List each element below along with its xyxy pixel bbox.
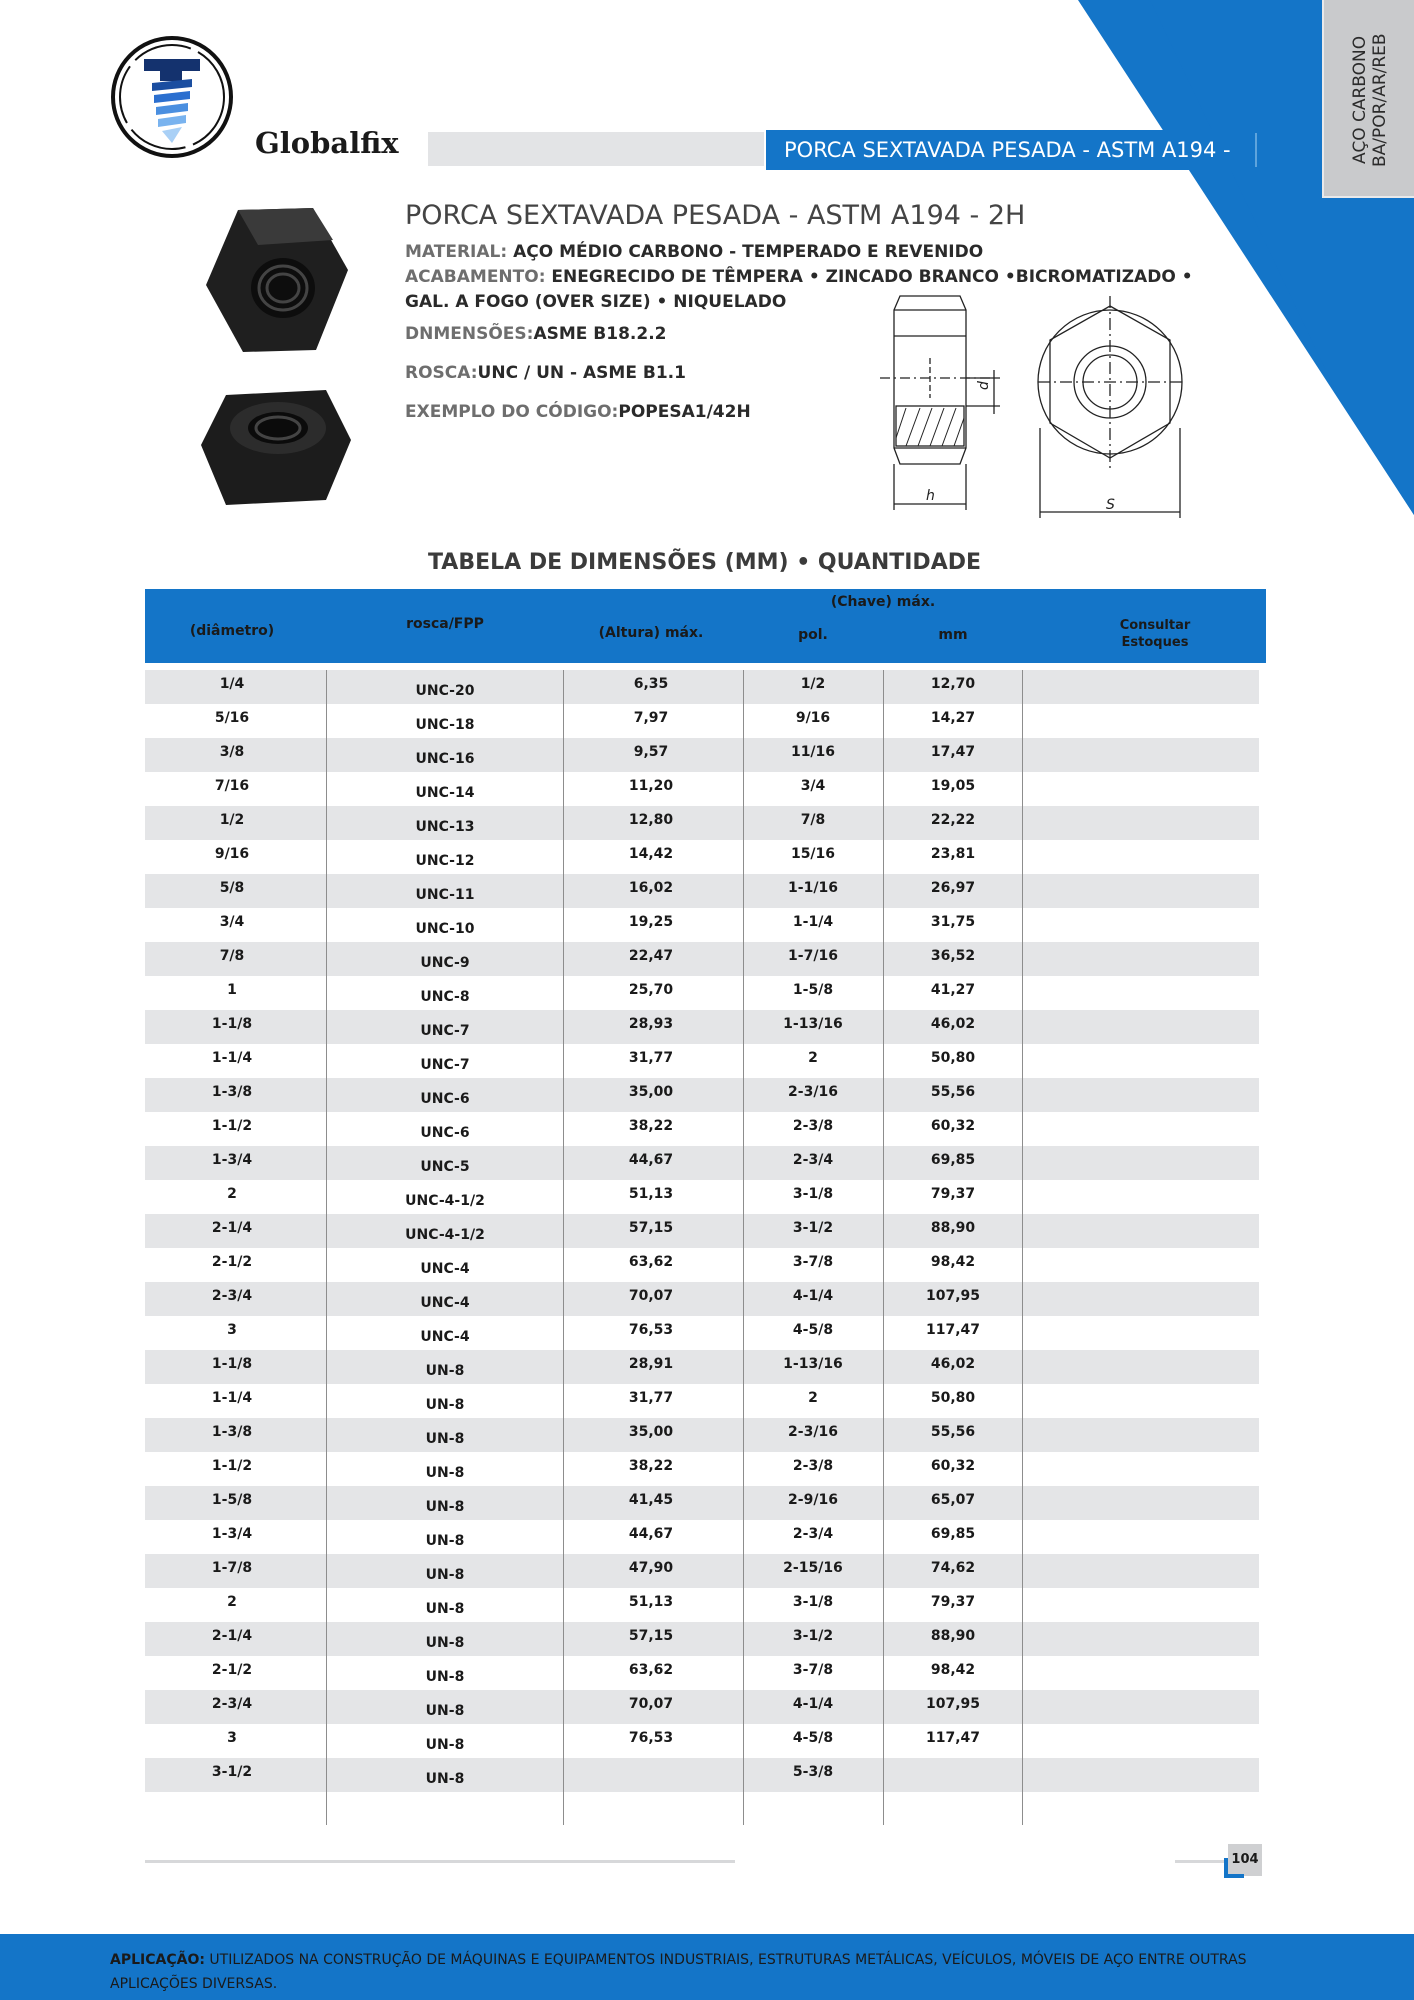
cell-chave-pol: 3/4 — [800, 778, 826, 794]
cell-chave-mm: 46,02 — [930, 1356, 976, 1372]
header-chave: (Chave) máx. — [830, 594, 936, 610]
cell-rosca: UN-8 — [425, 1465, 465, 1481]
cell-diametro: 1-1/8 — [211, 1016, 253, 1032]
cell-rosca: UNC-8 — [420, 989, 470, 1005]
cell-chave-mm: 74,62 — [930, 1560, 976, 1576]
table-row — [145, 1214, 1259, 1248]
cell-rosca: UNC-14 — [415, 785, 475, 801]
header-banner-title: PORCA SEXTAVADA PESADA - ASTM A194 - 2H — [766, 130, 1256, 170]
cell-altura: 76,53 — [628, 1322, 674, 1338]
cell-diametro: 5/16 — [214, 710, 250, 726]
spec-material — [405, 240, 983, 265]
cell-chave-pol: 2-3/8 — [792, 1118, 834, 1134]
table-row — [145, 1452, 1259, 1486]
cell-altura: 9,57 — [633, 744, 669, 760]
cell-altura: 28,91 — [628, 1356, 674, 1372]
table-body — [145, 670, 1259, 1826]
cell-altura: 35,00 — [628, 1084, 674, 1100]
table-row — [145, 1180, 1259, 1214]
cell-diametro: 2 — [227, 1594, 237, 1610]
cell-altura: 6,35 — [633, 676, 669, 692]
cell-altura: 35,00 — [628, 1424, 674, 1440]
cell-altura: 47,90 — [628, 1560, 674, 1576]
spec-rosca-value: UNC / UN - ASME B1.1 — [477, 363, 686, 383]
cell-altura: 22,47 — [628, 948, 674, 964]
table-row — [145, 840, 1259, 874]
cell-altura: 31,77 — [628, 1390, 674, 1406]
header-altura: (Altura) máx. — [598, 625, 704, 641]
page-number-corner — [1224, 1874, 1244, 1878]
cell-diametro: 1-1/8 — [211, 1356, 253, 1372]
cell-rosca: UNC-7 — [420, 1057, 470, 1073]
cell-diametro: 1-5/8 — [211, 1492, 253, 1508]
footer-label: APLICAÇÃO: — [110, 1952, 205, 1968]
cell-chave-mm: 36,52 — [930, 948, 976, 964]
cell-chave-pol: 3-1/8 — [792, 1594, 834, 1610]
header-diametro: (diâmetro) — [189, 623, 275, 639]
cell-rosca: UNC-7 — [420, 1023, 470, 1039]
header-consultar: Consultar Estoques — [1119, 618, 1191, 650]
cell-diametro: 1-3/8 — [211, 1424, 253, 1440]
cell-altura: 25,70 — [628, 982, 674, 998]
header-mm: mm — [938, 627, 968, 643]
table-col-divider — [743, 670, 744, 1825]
cell-chave-mm: 55,56 — [930, 1084, 976, 1100]
spec-acabamento-label: ACABAMENTO: — [405, 267, 546, 287]
cell-chave-pol: 4-5/8 — [792, 1730, 834, 1746]
cell-altura: 28,93 — [628, 1016, 674, 1032]
cell-diametro: 5/8 — [219, 880, 245, 896]
cell-rosca: UN-8 — [425, 1567, 465, 1583]
cell-diametro: 3 — [227, 1730, 237, 1746]
cell-chave-pol: 1-7/16 — [788, 948, 838, 964]
cell-chave-mm: 88,90 — [930, 1220, 976, 1236]
table-header — [145, 589, 1266, 663]
cell-chave-pol: 2 — [808, 1390, 818, 1406]
cell-altura: 57,15 — [628, 1628, 674, 1644]
table-row — [145, 1112, 1259, 1146]
cell-chave-pol: 11/16 — [790, 744, 836, 760]
cell-rosca: UN-8 — [425, 1669, 465, 1685]
table-row — [145, 1656, 1259, 1690]
cell-chave-pol: 1-13/16 — [783, 1356, 843, 1372]
cell-diametro: 3 — [227, 1322, 237, 1338]
cell-chave-pol: 4-1/4 — [792, 1288, 834, 1304]
table-row — [145, 738, 1259, 772]
cell-rosca: UNC-4 — [420, 1295, 470, 1311]
cell-chave-mm: 60,32 — [930, 1118, 976, 1134]
spec-acabamento-value: ENEGRECIDO DE TÊMPERA • ZINCADO BRANCO •BICROMATIZADO • — [545, 267, 1193, 287]
cell-rosca: UNC-4 — [420, 1329, 470, 1345]
cell-rosca: UNC-6 — [420, 1125, 470, 1141]
cell-diametro: 1-7/8 — [211, 1560, 253, 1576]
cell-chave-mm: 26,97 — [930, 880, 976, 896]
cell-chave-pol: 2-3/16 — [788, 1084, 838, 1100]
spec-material-label: MATERIAL: — [405, 242, 508, 262]
category-side-tab-label: AÇO CARBONO BA/POR/AR/REB — [1350, 33, 1390, 167]
cell-chave-pol: 3-1/2 — [792, 1220, 834, 1236]
cell-diametro: 7/16 — [214, 778, 250, 794]
cell-diametro: 1 — [227, 982, 237, 998]
table-row — [145, 1248, 1259, 1282]
spec-dimensoes-value: ASME B18.2.2 — [533, 324, 667, 344]
footer-rule-left — [145, 1860, 735, 1863]
table-row — [145, 1384, 1259, 1418]
cell-diametro: 2-3/4 — [211, 1288, 253, 1304]
globalfix-logo — [110, 35, 234, 159]
cell-chave-mm: 12,70 — [930, 676, 976, 692]
cell-rosca: UNC-20 — [415, 683, 475, 699]
cell-chave-pol: 9/16 — [795, 710, 831, 726]
table-row — [145, 772, 1259, 806]
cell-chave-pol: 2-15/16 — [783, 1560, 843, 1576]
cell-altura: 57,15 — [628, 1220, 674, 1236]
cell-rosca: UNC-4 — [420, 1261, 470, 1277]
header-pol: pol. — [798, 627, 828, 643]
cell-diametro: 2-1/4 — [211, 1628, 253, 1644]
table-row — [145, 1520, 1259, 1554]
cell-diametro: 2-1/2 — [211, 1254, 253, 1270]
cell-altura: 16,02 — [628, 880, 674, 896]
cell-diametro: 3/4 — [219, 914, 245, 930]
cell-diametro: 2-1/2 — [211, 1662, 253, 1678]
product-title: PORCA SEXTAVADA PESADA - ASTM A194 - 2H — [405, 200, 1026, 231]
cell-altura: 63,62 — [628, 1662, 674, 1678]
footer-application — [0, 1934, 1414, 2000]
cell-rosca: UN-8 — [425, 1397, 465, 1413]
table-row — [145, 1078, 1259, 1112]
cell-chave-mm: 88,90 — [930, 1628, 976, 1644]
brand-name: Globalfix — [255, 126, 399, 160]
cell-chave-mm: 41,27 — [930, 982, 976, 998]
cell-diametro: 1-3/4 — [211, 1526, 253, 1542]
page-number: 104 — [1228, 1844, 1262, 1876]
cell-chave-mm: 46,02 — [930, 1016, 976, 1032]
cell-diametro: 3/8 — [219, 744, 245, 760]
cell-altura: 38,22 — [628, 1458, 674, 1474]
cell-diametro: 9/16 — [214, 846, 250, 862]
table-col-divider — [1022, 670, 1023, 1825]
cell-altura: 14,42 — [628, 846, 674, 862]
technical-drawing — [870, 288, 1220, 523]
table-col-divider — [326, 670, 327, 1825]
drawing-label-s: S — [1106, 497, 1115, 513]
cell-chave-mm: 117,47 — [925, 1730, 981, 1746]
cell-diametro: 1-3/8 — [211, 1084, 253, 1100]
spec-rosca — [405, 361, 686, 386]
cell-altura: 7,97 — [633, 710, 669, 726]
cell-rosca: UNC-13 — [415, 819, 475, 835]
cell-altura: 19,25 — [628, 914, 674, 930]
table-row — [145, 1588, 1259, 1622]
cell-altura: 44,67 — [628, 1526, 674, 1542]
cell-diametro: 1/2 — [219, 812, 245, 828]
cell-chave-pol: 4-1/4 — [792, 1696, 834, 1712]
spec-exemplo-value: POPESA1/42H — [618, 402, 751, 422]
drawing-label-d: d — [976, 381, 992, 390]
cell-chave-pol: 7/8 — [800, 812, 826, 828]
cell-rosca: UNC-16 — [415, 751, 475, 767]
cell-chave-pol: 2-3/8 — [792, 1458, 834, 1474]
cell-diametro: 2-3/4 — [211, 1696, 253, 1712]
cell-altura: 63,62 — [628, 1254, 674, 1270]
cell-chave-mm: 31,75 — [930, 914, 976, 930]
spec-exemplo-label: EXEMPLO DO CÓDIGO: — [405, 402, 619, 422]
cell-altura: 11,20 — [628, 778, 674, 794]
hex-nut-photo-top — [198, 200, 358, 360]
table-row — [145, 908, 1259, 942]
cell-altura: 70,07 — [628, 1288, 674, 1304]
cell-rosca: UNC-18 — [415, 717, 475, 733]
table-row — [145, 1690, 1259, 1724]
cell-diametro: 1-1/4 — [211, 1390, 253, 1406]
cell-diametro: 1-1/2 — [211, 1118, 253, 1134]
cell-chave-pol: 1-1/4 — [792, 914, 834, 930]
cell-chave-mm: 60,32 — [930, 1458, 976, 1474]
spec-exemplo — [405, 400, 751, 425]
cell-chave-pol: 5-3/8 — [792, 1764, 834, 1780]
cell-chave-pol: 4-5/8 — [792, 1322, 834, 1338]
cell-chave-mm: 22,22 — [930, 812, 976, 828]
cell-altura: 41,45 — [628, 1492, 674, 1508]
table-row — [145, 806, 1259, 840]
cell-chave-mm: 79,37 — [930, 1594, 976, 1610]
cell-chave-pol: 1/2 — [800, 676, 826, 692]
cell-chave-mm: 98,42 — [930, 1254, 976, 1270]
cell-chave-mm: 23,81 — [930, 846, 976, 862]
footer-rule-right — [1175, 1860, 1225, 1863]
cell-rosca: UNC-9 — [420, 955, 470, 971]
cell-altura: 70,07 — [628, 1696, 674, 1712]
cell-chave-pol: 2-3/16 — [788, 1424, 838, 1440]
table-row — [145, 1350, 1259, 1384]
cell-rosca: UN-8 — [425, 1703, 465, 1719]
cell-chave-pol: 1-1/16 — [788, 880, 838, 896]
cell-chave-mm: 50,80 — [930, 1390, 976, 1406]
table-row — [145, 1758, 1259, 1792]
cell-rosca: UNC-11 — [415, 887, 475, 903]
cell-rosca: UN-8 — [425, 1771, 465, 1787]
table-row — [145, 670, 1259, 704]
cell-chave-mm: 79,37 — [930, 1186, 976, 1202]
table-row — [145, 874, 1259, 908]
cell-diametro: 1-1/2 — [211, 1458, 253, 1474]
table-title: TABELA DE DIMENSÕES (MM) • QUANTIDADE — [428, 550, 982, 575]
table-row — [145, 1724, 1259, 1758]
cell-chave-pol: 2-3/4 — [792, 1152, 834, 1168]
cell-chave-mm: 98,42 — [930, 1662, 976, 1678]
cell-diametro: 1-3/4 — [211, 1152, 253, 1168]
cell-chave-mm: 19,05 — [930, 778, 976, 794]
cell-diametro: 1/4 — [219, 676, 245, 692]
spec-rosca-label: ROSCA: — [405, 363, 478, 383]
cell-chave-pol: 15/16 — [790, 846, 836, 862]
cell-diametro: 3-1/2 — [211, 1764, 253, 1780]
cell-chave-pol: 2-3/4 — [792, 1526, 834, 1542]
cell-chave-mm: 55,56 — [930, 1424, 976, 1440]
table-row — [145, 1554, 1259, 1588]
cell-chave-mm: 14,27 — [930, 710, 976, 726]
cell-chave-pol: 1-5/8 — [792, 982, 834, 998]
table-row — [145, 1418, 1259, 1452]
cell-rosca: UNC-6 — [420, 1091, 470, 1107]
cell-rosca: UN-8 — [425, 1499, 465, 1515]
cell-chave-pol: 2-9/16 — [788, 1492, 838, 1508]
cell-chave-mm: 107,95 — [925, 1696, 981, 1712]
cell-chave-mm: 17,47 — [930, 744, 976, 760]
cell-chave-mm: 117,47 — [925, 1322, 981, 1338]
cell-altura: 38,22 — [628, 1118, 674, 1134]
cell-chave-pol: 3-7/8 — [792, 1662, 834, 1678]
cell-rosca: UNC-5 — [420, 1159, 470, 1175]
cell-altura: 44,67 — [628, 1152, 674, 1168]
cell-rosca: UNC-4-1/2 — [405, 1193, 485, 1209]
hex-nut-photo-bottom — [196, 380, 356, 510]
cell-rosca: UN-8 — [425, 1737, 465, 1753]
cell-chave-pol: 3-1/8 — [792, 1186, 834, 1202]
cell-rosca: UNC-12 — [415, 853, 475, 869]
spec-dimensoes — [405, 322, 667, 347]
table-row — [145, 704, 1259, 738]
header-separator — [1255, 133, 1257, 167]
cell-rosca: UN-8 — [425, 1363, 465, 1379]
cell-altura: 51,13 — [628, 1594, 674, 1610]
table-row — [145, 942, 1259, 976]
table-row — [145, 1010, 1259, 1044]
cell-chave-mm: 50,80 — [930, 1050, 976, 1066]
table-row — [145, 1622, 1259, 1656]
cell-rosca: UN-8 — [425, 1601, 465, 1617]
cell-diametro: 2-1/4 — [211, 1220, 253, 1236]
table-row — [145, 1486, 1259, 1520]
cell-chave-mm: 107,95 — [925, 1288, 981, 1304]
cell-rosca: UN-8 — [425, 1533, 465, 1549]
cell-chave-mm: 69,85 — [930, 1152, 976, 1168]
cell-rosca: UN-8 — [425, 1635, 465, 1651]
table-row — [145, 976, 1259, 1010]
table-col-divider — [883, 670, 884, 1825]
spec-material-value: AÇO MÉDIO CARBONO - TEMPERADO E REVENIDO — [507, 242, 984, 262]
spec-acabamento-value-line2: GAL. A FOGO (OVER SIZE) • NIQUELADO — [405, 292, 787, 312]
cell-diametro: 2 — [227, 1186, 237, 1202]
cell-rosca: UN-8 — [425, 1431, 465, 1447]
cell-altura: 51,13 — [628, 1186, 674, 1202]
footer-text: UTILIZADOS NA CONSTRUÇÃO DE MÁQUINAS E EQUIPAMENTOS INDUSTRIAIS, ESTRUTURAS METÁLICAS, VEÍCULOS, MÓVEIS DE AÇO ENTRE OUTRAS APLICAÇÕES DIVERSAS. — [110, 1952, 1247, 1992]
cell-chave-mm: 69,85 — [930, 1526, 976, 1542]
table-row — [145, 1316, 1259, 1350]
table-row — [145, 1146, 1259, 1180]
spec-dimensoes-label: DNMENSÕES: — [405, 324, 534, 344]
header-gray-bar — [428, 132, 764, 166]
cell-chave-pol: 3-1/2 — [792, 1628, 834, 1644]
table-row — [145, 1282, 1259, 1316]
table-row — [145, 1044, 1259, 1078]
table-col-divider — [563, 670, 564, 1825]
cell-rosca: UNC-4-1/2 — [405, 1227, 485, 1243]
cell-diametro: 7/8 — [219, 948, 245, 964]
cell-altura: 31,77 — [628, 1050, 674, 1066]
cell-chave-pol: 3-7/8 — [792, 1254, 834, 1270]
cell-rosca: UNC-10 — [415, 921, 475, 937]
cell-diametro: 1-1/4 — [211, 1050, 253, 1066]
cell-chave-pol: 1-13/16 — [783, 1016, 843, 1032]
cell-chave-pol: 2 — [808, 1050, 818, 1066]
cell-altura: 76,53 — [628, 1730, 674, 1746]
cell-chave-mm: 65,07 — [930, 1492, 976, 1508]
table-row — [145, 1792, 1259, 1826]
drawing-label-h: h — [926, 488, 935, 504]
cell-altura: 12,80 — [628, 812, 674, 828]
header-rosca: rosca/FPP — [406, 616, 484, 632]
